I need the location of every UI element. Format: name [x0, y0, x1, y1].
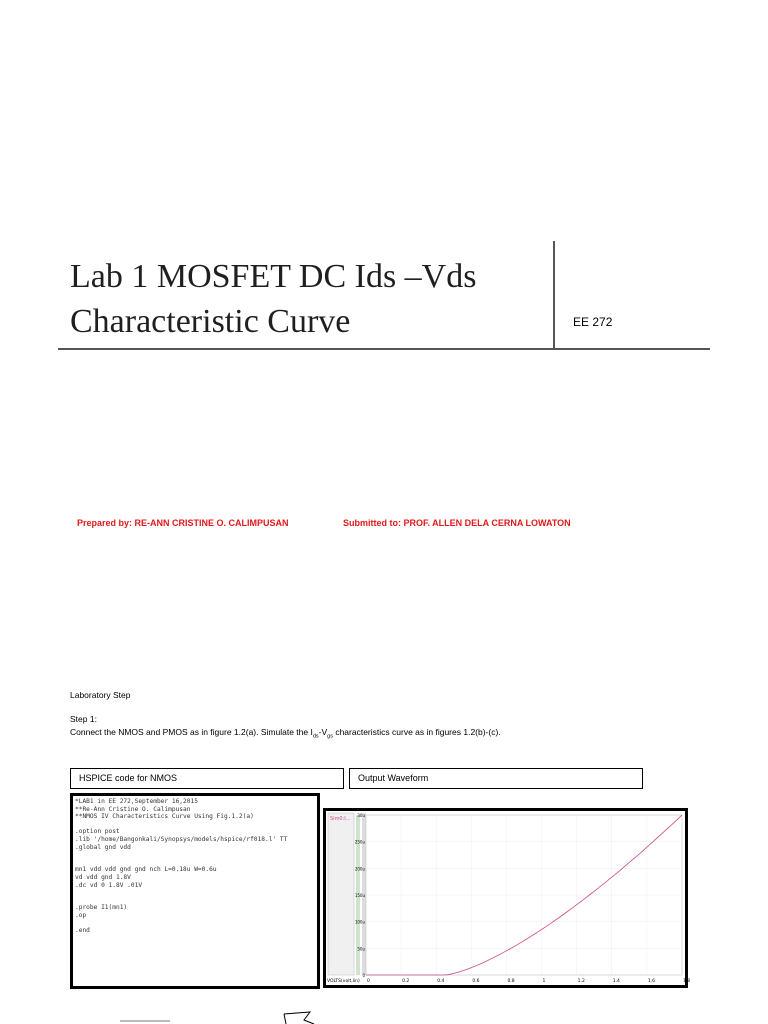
wave-header-cell: [349, 768, 643, 789]
code-line: .lib '/home/Bangonkali/Synopsys/models/hspice/rf018.l' TT: [75, 835, 288, 843]
y-tick-label: 200u: [354, 866, 365, 872]
x-tick-label: 0.4: [437, 979, 445, 984]
document-title: [70, 254, 550, 344]
code-line: .end: [75, 927, 90, 935]
code-header: HSPICE code for NMOS: [79, 773, 178, 783]
code-line: mn1 vdd vdd gnd gnd nch L=0.18u W=0.6u: [75, 866, 217, 874]
x-tick-label: 1.4: [612, 979, 620, 984]
code-line: [75, 821, 317, 829]
y-tick-label: 150u: [354, 893, 365, 898]
code-line: [75, 897, 317, 905]
code-header-cell: [70, 768, 344, 789]
x-tick-label: 0.6: [472, 979, 480, 984]
prepared-by: Prepared by: RE-ANN CRISTINE O. CALIMPUSAN: [77, 518, 289, 528]
partial-figure-sketch: [270, 1008, 330, 1024]
waveform-legend: Sim0:I...: [330, 816, 351, 822]
title-vertical-divider: [553, 241, 555, 350]
title-line-2: Characteristic Curve: [70, 303, 351, 340]
code-line: **Re-Ann Cristine O. Calimpusan: [75, 805, 191, 813]
code-line: [75, 889, 317, 897]
code-line: **NMOS IV Characteristics Curve Using Fig.1.2(a): [75, 813, 254, 821]
code-line: vd vdd gnd 1.8V: [75, 873, 131, 881]
x-tick-label: 1.6: [647, 979, 656, 984]
y-tick-label: 250u: [354, 839, 365, 845]
submitted-to: Submitted to: PROF. ALLEN DELA CERNA LOWATON: [343, 518, 571, 528]
code-line: .option post: [75, 828, 120, 836]
page-edge-mark: [120, 1020, 170, 1022]
y-tick-label: 100u: [354, 919, 365, 925]
code-line: [75, 859, 317, 867]
y-tick-label: 0: [362, 973, 365, 978]
step-label: Step 1:: [70, 714, 97, 724]
x-axis-label: VOLTS(volt,lin): [327, 979, 360, 984]
x-tick-label: 1: [542, 979, 546, 984]
x-tick-label: 1.8: [683, 979, 691, 984]
code-line: *LAB1 in EE 272,September 16,2015: [75, 798, 198, 805]
code-line: [75, 920, 317, 928]
waveform-plot: [326, 811, 691, 985]
x-tick-label: 1.2: [577, 979, 585, 984]
code-line: .global gnd vdd: [75, 843, 131, 851]
wave-header: Output Waveform: [358, 773, 429, 783]
code-line: .op: [75, 911, 87, 919]
title-line-1: Lab 1 MOSFET DC Ids –Vds: [70, 258, 477, 295]
y-tick-label: 30u: [357, 813, 365, 818]
x-tick-label: 0: [367, 979, 370, 984]
step-instruction: Connect the NMOS and PMOS as in figure 1.2(a). Simulate the $I_{ds}-V_{gs}$ characteristics curve as in figures 1.2(b)-(c).: [70, 727, 501, 740]
code-line: [75, 851, 317, 859]
y-tick-label: 50u: [357, 946, 365, 952]
x-tick-label: 0.8: [507, 979, 515, 984]
code-line: .dc vd 0 1.8V .01V: [75, 881, 143, 889]
hspice-code: [73, 796, 317, 935]
hspice-code-screenshot: [70, 793, 320, 989]
code-line: .probe I1(mn1): [75, 904, 128, 912]
course-code: EE 272: [573, 315, 613, 329]
lab-step-heading: Laboratory Step: [70, 690, 131, 700]
title-horizontal-divider: [58, 348, 710, 350]
output-waveform-screenshot: [323, 808, 691, 988]
x-tick-label: 0.2: [402, 979, 410, 984]
